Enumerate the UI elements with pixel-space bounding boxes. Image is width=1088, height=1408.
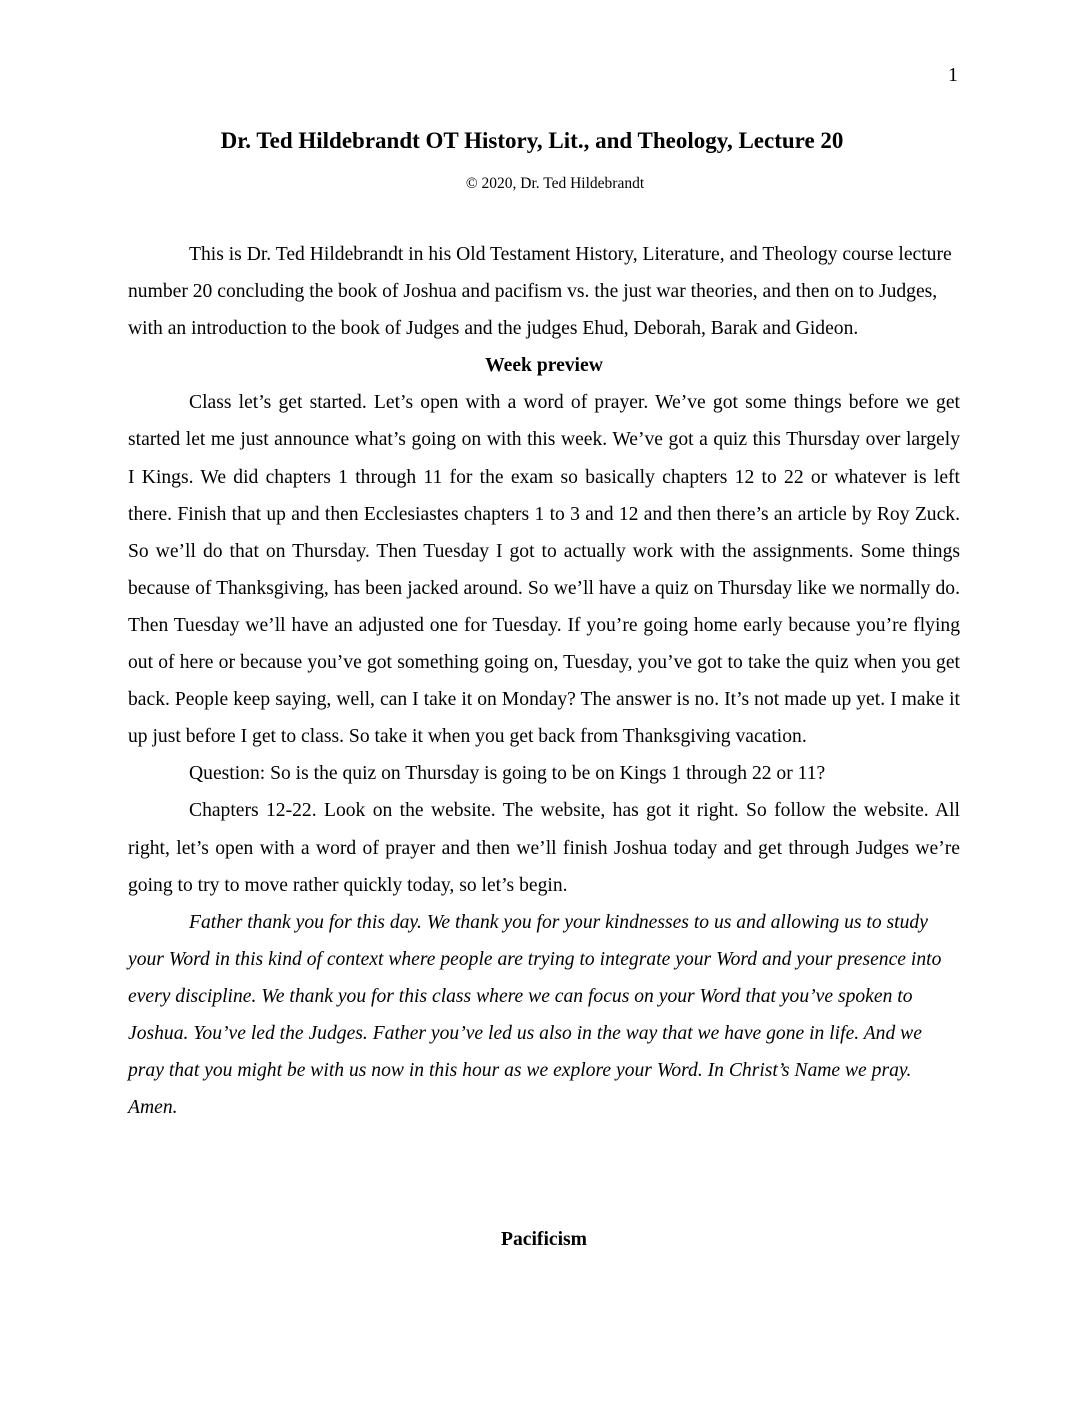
section-heading-week-preview: Week preview	[485, 355, 603, 377]
document-body	[128, 236, 960, 1126]
prayer-paragraph: Father thank you for this day. We thank you for your kindnesses to us and allowing us to study your Word in this kind of context where people are trying to integrate your Word and your presence into every discipline. We thank you for this class where we can focus on your Word that you’ve spoken to Joshua. You’ve led the Judges. Father you’ve led us also in the way that we have gone in life. And we pray that you might be with us now in this hour as we explore your Word. In Christ’s Name we pray. Amen.	[128, 911, 942, 1119]
answer-paragraph: Chapters 12-22. Look on the website. The website, has got it right. So follow the website. All right, let’s open with a word of prayer and then we’ll finish Joshua today and get through Judges we’re going to try to move rather quickly today, so let’s begin.	[128, 800, 960, 896]
intro-paragraph: This is Dr. Ted Hildebrandt in his Old Testament History, Literature, and Theology course lecture number 20 concluding the book of Joshua and pacifism vs. the just war theories, and then on to Judges, with an introduction to the book of Judges and the judges Ehud, Deborah, Barak and Gideon.	[128, 244, 952, 340]
document-title: Dr. Ted Hildebrandt OT History, Lit., and Theology, Lecture 20	[220, 128, 844, 153]
section-heading-pacificism: Pacificism	[501, 1229, 587, 1250]
copyright-line: © 2020, Dr. Ted Hildebrandt	[465, 175, 645, 192]
page-number: 1	[948, 64, 958, 86]
question-paragraph: Question: So is the quiz on Thursday is going to be on Kings 1 through 22 or 11?	[189, 763, 826, 785]
week-preview-paragraph: Class let’s get started. Let’s open with a word of prayer. We’ve got some things before we get started let me just announce what’s going on with this week. We’ve got a quiz this Thursday over largely I Kings. We did chapters 1 through 11 for the exam so basically chapters 12 to 22 or whatever is left there. Finish that up and then Ecclesiastes chapters 1 to 3 and 12 and then there’s an article by Roy Zuck. So we’ll do that on Thursday. Then Tuesday I got to actually work with the assignments. Some things because of Thanksgiving, has been jacked around. So we’ll have a quiz on Thursday like we normally do. Then Tuesday we’ll have an adjusted one for Tuesday. If you’re going home early because you’re flying out of here or because you’ve got something going on, Tuesday, you’ve got to take the quiz when you get back. People keep saying, well, can I take it on Monday? The answer is no. It’s not made up yet. I make it up just before I get to class. So take it when you get back from Thanksgiving vacation.	[128, 392, 960, 748]
